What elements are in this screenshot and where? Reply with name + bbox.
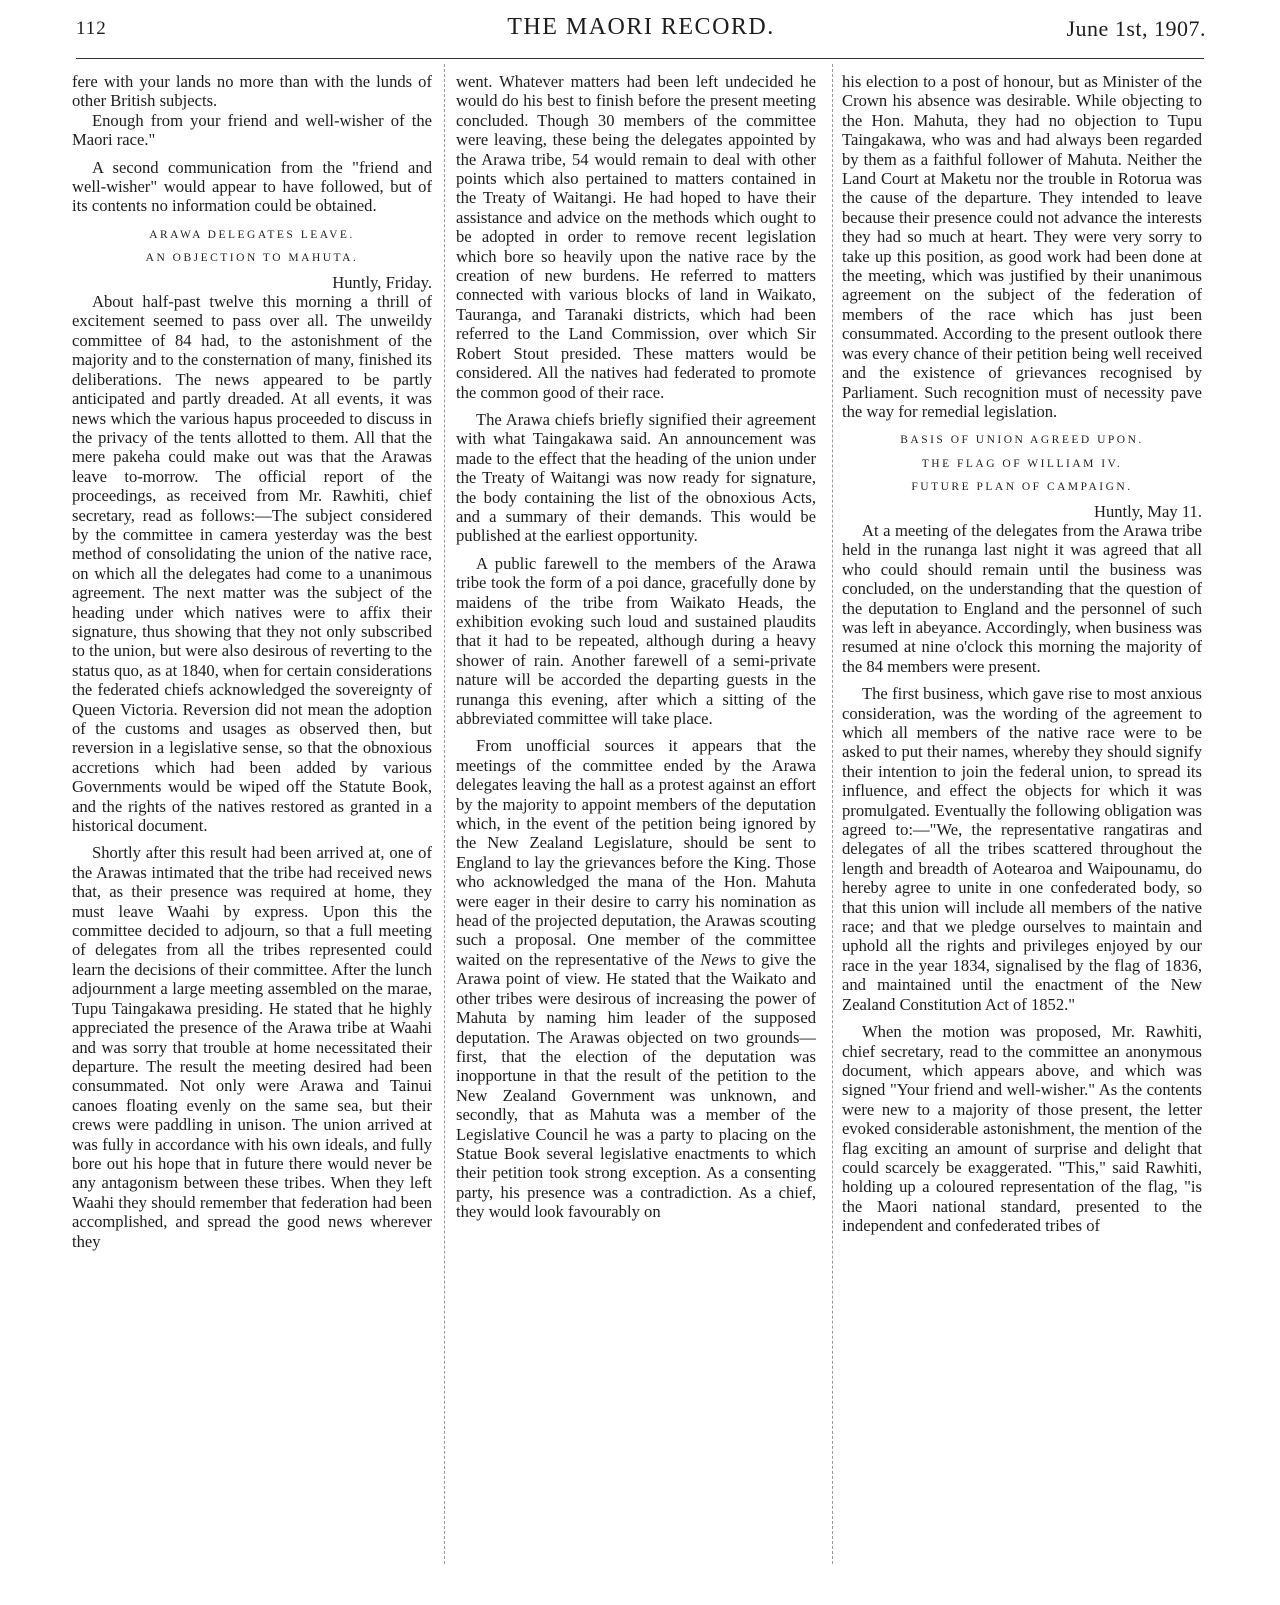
- paragraph: At a meeting of the delegates from the Arawa tribe held in the runanga last night it was agreed that all who could should remain until the business was concluded, on the understanding that the question of the deputation to England and the personnel of such was left in abeyance. Accordingly, when business was resumed at nine o'clock this morning the majority of the 84 members were present.: [842, 520, 1202, 676]
- article-column-3: [842, 72, 1202, 1572]
- paragraph: When the motion was proposed, Mr. Rawhiti, chief secretary, read to the committee an anonymous document, which appears above, and which was signed "Your friend and well-wisher." As the contents were new to a majority of those present, the letter evoked considerable astonishment, the mention of the flag exciting an amount of surprise and delight that could scarcely be exaggerated. "This," said Rawhiti, holding up a coloured representation of the flag, "is the Maori national standard, presented to the independent and confederated tribes of: [842, 1022, 1202, 1236]
- section-subheading: FUTURE PLAN OF CAMPAIGN.: [911, 481, 1133, 494]
- header-rule: [76, 58, 1204, 59]
- paragraph: fere with your lands no more than with the lunds of other British subjects.: [72, 72, 432, 111]
- paragraph: went. Whatever matters had been left undecided he would do his best to finish before the present meeting concluded. Though 30 members of the committee were leaving, these being the delegates appointed by the Arawa tribe, 54 would remain to deal with other points which also pertained to matters contained in the Treaty of Waitangi. He had hoped to have their assistance and advice on the methods which ought to be adopted in order to remove recent legislation which bore so heavily upon the native race by the creation of new burdens. He referred to matters connected with various blocks of land in Waikato, Tauranga, and Taranaki districts, which had been referred to the Land Commission, over which Sir Robert Stout presided. These matters would be considered. All the natives had federated to promote the common good of their race.: [456, 72, 816, 402]
- section-heading: ARAWA DELEGATES LEAVE.: [149, 228, 355, 241]
- section-subheading: THE FLAG OF WILLIAM IV.: [921, 457, 1123, 470]
- dateline: Huntly, Friday.: [332, 272, 432, 292]
- dateline: Huntly, May 11.: [1093, 501, 1202, 521]
- paragraph: A second communication from the "friend and well-wisher" would appear to have followed, but of its contents no information could be obtained.: [72, 157, 432, 216]
- paragraph: Enough from your friend and well-wisher of the Maori race.": [72, 110, 432, 150]
- section-subheading: AN OBJECTION TO MAHUTA.: [145, 252, 359, 265]
- newspaper-name: News: [700, 949, 737, 969]
- section-heading: BASIS OF UNION AGREED UPON.: [900, 434, 1144, 447]
- paragraph-text: to give the Arawa point of view. He stated that the Waikato and other tribes were desirous of increasing the power of Mahuta by naming him leader of the supposed deputation. The Arawas objected on two grounds—first, that the election of the deputation was inopportune in that the result of the petition to the New Zealand Government was unknown, and secondly, that as Mahuta was a member of the Legislative Council he was a party to placing on the Statue Book several legislative enactments to which their petition took strong exception. As a consenting party, his presence was a contradiction. As a chief, they would look favourably on: [456, 949, 816, 1222]
- issue-date: June 1st, 1907.: [1066, 16, 1206, 41]
- column-divider-2: [832, 64, 833, 1564]
- paragraph: The Arawa chiefs briefly signified their agreement with what Taingakawa said. An announcement was made to the effect that the heading of the union under the Treaty of Waitangi was now ready for signature, the body containing the list of the obnoxious Acts, and a summary of their demands. This would be published at the earliest opportunity.: [456, 409, 816, 546]
- publication-title: THE MAORI RECORD.: [507, 14, 775, 40]
- page-header: [76, 14, 1206, 54]
- paragraph: his election to a post of honour, but as Minister of the Crown his absence was desirable. While objecting to the Hon. Mahuta, they had no objection to Tupu Taingakawa, who was and had always been regarded by them as a faithful follower of Mahuta. Neither the Land Court at Maketu nor the trouble in Rotorua was the cause of the departure. They intended to leave because their presence could not advance the interests they had so much at heart. They were very sorry to take up this position, as good work had been done at the meeting, which was justified by their unanimous agreement on the subject of the federation of members of the race which has just been consummated. According to the present outlook there was every chance of their petition being well received and the existence of grievances recognised by Parliament. Such recognition must of necessity pave the way for remedial legislation.: [842, 72, 1202, 421]
- column-divider-1: [444, 64, 445, 1564]
- paragraph: [456, 736, 816, 1221]
- article-column-1: [72, 72, 432, 1572]
- page-number: 112: [76, 18, 107, 39]
- paragraph: About half-past twelve this morning a thrill of excitement seemed to pass over all. The unweildy committee of 84 had, to the astonishment of the majority and to the consternation of many, finished its deliberations. The news appeared to be partly anticipated and partly dreaded. At all events, it was news which the various hapus proceeded to discuss in the privacy of the tents allotted to them. All that the mere pakeha could make out was that the Arawas leave to-morrow. The official report of the proceedings, as received from Mr. Rawhiti, chief secretary, read as follows:—The subject considered by the committee in camera yesterday was the best method of consolidating the union of the native race, on which all the delegates had come to a unanimous agreement. The next matter was the subject of the heading under which natives were to affix their signature, thus showing that they not only subscribed to the union, but were also desirous of reverting to the status quo, as at 1840, when for certain considerations the federated chiefs acknowledged the sovereignty of Queen Victoria. Reversion did not mean the adoption of the customs and usages as observed then, but reversion in a legislative sense, so that the obnoxious accretions which had been added by various Governments would be wiped off the Statute Book, and the rights of the natives restored as granted in a historical document.: [72, 292, 432, 836]
- paragraph: Shortly after this result had been arrived at, one of the Arawas intimated that the tribe had received news that, as their presence was required at home, they must leave Waahi by express. Upon this the committee decided to adjourn, so that a full meeting of delegates from all the tribes represented could learn the decisions of their committee. After the lunch adjournment a large meeting assembled on the marae, Tupu Taingakawa presiding. He stated that he highly appreciated the presence of the Arawa tribe at Waahi and was sorry that trouble at home necessitated their departure. The result the meeting desired had been consummated. Not only were Arawa and Tainui canoes floating evenly on the same sea, but their crews were paddling in unison. The union arrived at was fully in accordance with his own ideals, and fully bore out his hope that in future there would never be any antagonism between these tribes. When they left Waahi they should remember that federation had been accomplished, and spread the good news wherever they: [72, 843, 432, 1251]
- paragraph-text: From unofficial sources it appears that the meetings of the committee ended by the Arawa delegates leaving the hall as a protest against an effort by the majority to appoint members of the deputation which, in the event of the petition being ignored by the New Zealand Legislature, should be sent to England to lay the grievances before the King. Those who acknowledged the mana of the Hon. Mahuta were eager in their desire to carry his nomination as head of the projected deputation, the Arawas scouting such a proposal. One member of the committee waited on the representative of the: [456, 736, 816, 969]
- article-column-2: [456, 72, 816, 1572]
- paragraph: A public farewell to the members of the Arawa tribe took the form of a poi dance, gracefully done by maidens of the tribe from Waikato Heads, the exhibition evoking such loud and sustained plaudits that it had to be repeated, although during a heavy shower of rain. Another farewell of a semi-private nature will be accorded the departing guests in the runanga this evening, after which a sitting of the abbreviated committee will take place.: [456, 553, 816, 728]
- paragraph: The first business, which gave rise to most anxious consideration, was the wording of the agreement to which all members of the native race were to be asked to put their names, whereby they should signify their intention to join the federal union, to spread its influence, and effect the objects for which it was promulgated. Eventually the following obligation was agreed to:—"We, the representative rangatiras and delegates of all the tribes scattered throughout the length and breadth of Aotearoa and Waipounamu, do hereby agree to unite in one confederated body, so that this union will include all members of the native race; and that we pledge ourselves to maintain and uphold all the rights and privileges enjoyed by our race in the year 1834, signalised by the flag of 1836, and maintained until the enactment of the New Zealand Constitution Act of 1852.": [842, 684, 1202, 1014]
